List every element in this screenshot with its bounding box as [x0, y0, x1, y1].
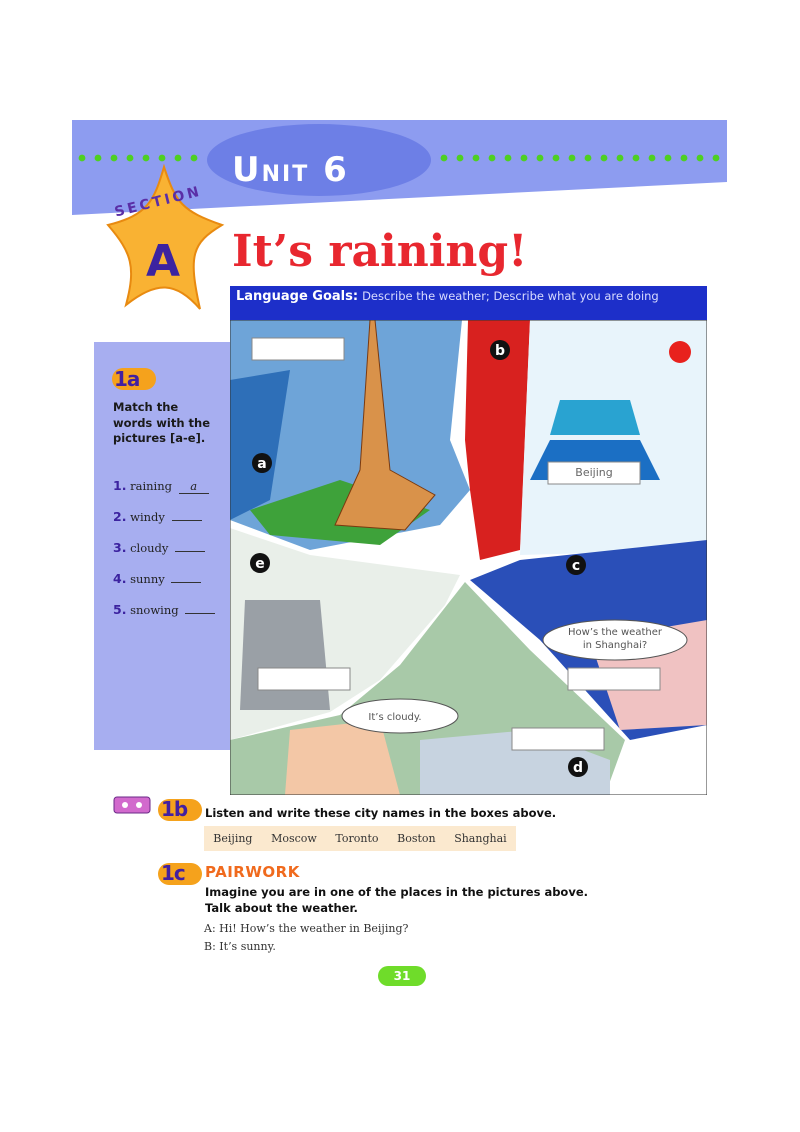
item-word: raining [130, 479, 172, 493]
item-word: cloudy [130, 541, 169, 555]
city-box[interactable] [568, 668, 660, 690]
exercise-1a-number: 1a [114, 367, 140, 391]
exercise-1c-instruction-line-1: Imagine you are in one of the places in the pictures above. [205, 885, 588, 899]
city-box[interactable] [252, 338, 344, 360]
exercise-1b-instruction: Listen and write these city names in the boxes above. [205, 806, 557, 820]
city-name: Moscow [271, 832, 317, 845]
exercise-1c-instruction-line-2: Talk about the weather. [205, 901, 358, 915]
item-number: 2. [113, 509, 127, 524]
dialog-speaker: B: [204, 940, 216, 953]
city-name: Shanghai [454, 832, 507, 845]
bubble-text-cloudy: It’s cloudy. [368, 712, 422, 723]
exercise-1a-instruction: Match the words with the pictures [a-e]. [113, 400, 211, 445]
list-item [113, 571, 201, 586]
language-goals-bar [230, 286, 707, 320]
item-number: 1. [113, 478, 127, 493]
city-name: Beijing [213, 832, 253, 845]
item-word: windy [130, 510, 165, 524]
item-number: 4. [113, 571, 127, 586]
exercise-1b-number: 1b [161, 797, 188, 821]
bubble-text-line-2: in Shanghai? [582, 640, 648, 651]
dialog-line [204, 940, 276, 953]
list-item [113, 478, 209, 494]
bubble-text-line-1: How’s the weather [568, 627, 662, 638]
picture-letter: d [572, 760, 584, 776]
exercise-1c-number: 1c [161, 861, 185, 885]
lesson-title: It’s raining! [232, 226, 528, 277]
dialog-line [204, 922, 408, 935]
answer-blank[interactable]: a [179, 479, 209, 494]
dialog-text: Hi! How’s the weather in Beijing? [219, 922, 409, 935]
dialog-speaker: A: [204, 922, 216, 935]
city-label-beijing: Beijing [575, 466, 613, 479]
picture-letter: c [571, 558, 581, 574]
city-name: Toronto [335, 832, 379, 845]
section-label: SECTION [113, 183, 204, 221]
city-name: Boston [397, 832, 436, 845]
weather-collage-picture [230, 320, 707, 795]
picture-letter: b [494, 343, 506, 359]
item-number: 3. [113, 540, 127, 555]
pairwork-heading: PAIRWORK [205, 863, 300, 881]
list-item [113, 540, 205, 555]
dialog-text: It’s sunny. [219, 940, 276, 953]
city-box[interactable] [512, 728, 604, 750]
language-goals-text: Describe the weather; Describe what you are doing [362, 289, 659, 303]
answer-blank[interactable] [172, 520, 202, 521]
section-letter: A [146, 236, 181, 287]
answer-blank[interactable] [175, 551, 205, 552]
picture-letter: e [255, 556, 265, 572]
answer-blank[interactable] [171, 582, 201, 583]
list-item [113, 509, 202, 524]
page-number: 31 [378, 966, 426, 986]
answer-blank[interactable] [185, 613, 215, 614]
city-names-box [204, 826, 516, 851]
item-word: snowing [130, 603, 179, 617]
item-number: 5. [113, 602, 127, 617]
list-item [113, 602, 215, 617]
unit-number: 6 [323, 150, 349, 190]
unit-title-word: NIT [261, 162, 310, 187]
item-word: sunny [130, 572, 165, 586]
picture-letter: a [257, 456, 267, 472]
unit-title-first-letter: U [232, 150, 262, 190]
cassette-tape-icon[interactable] [113, 796, 151, 814]
language-goals-label: Language Goals: [236, 289, 359, 304]
unit-title [232, 150, 349, 190]
city-box[interactable] [258, 668, 350, 690]
